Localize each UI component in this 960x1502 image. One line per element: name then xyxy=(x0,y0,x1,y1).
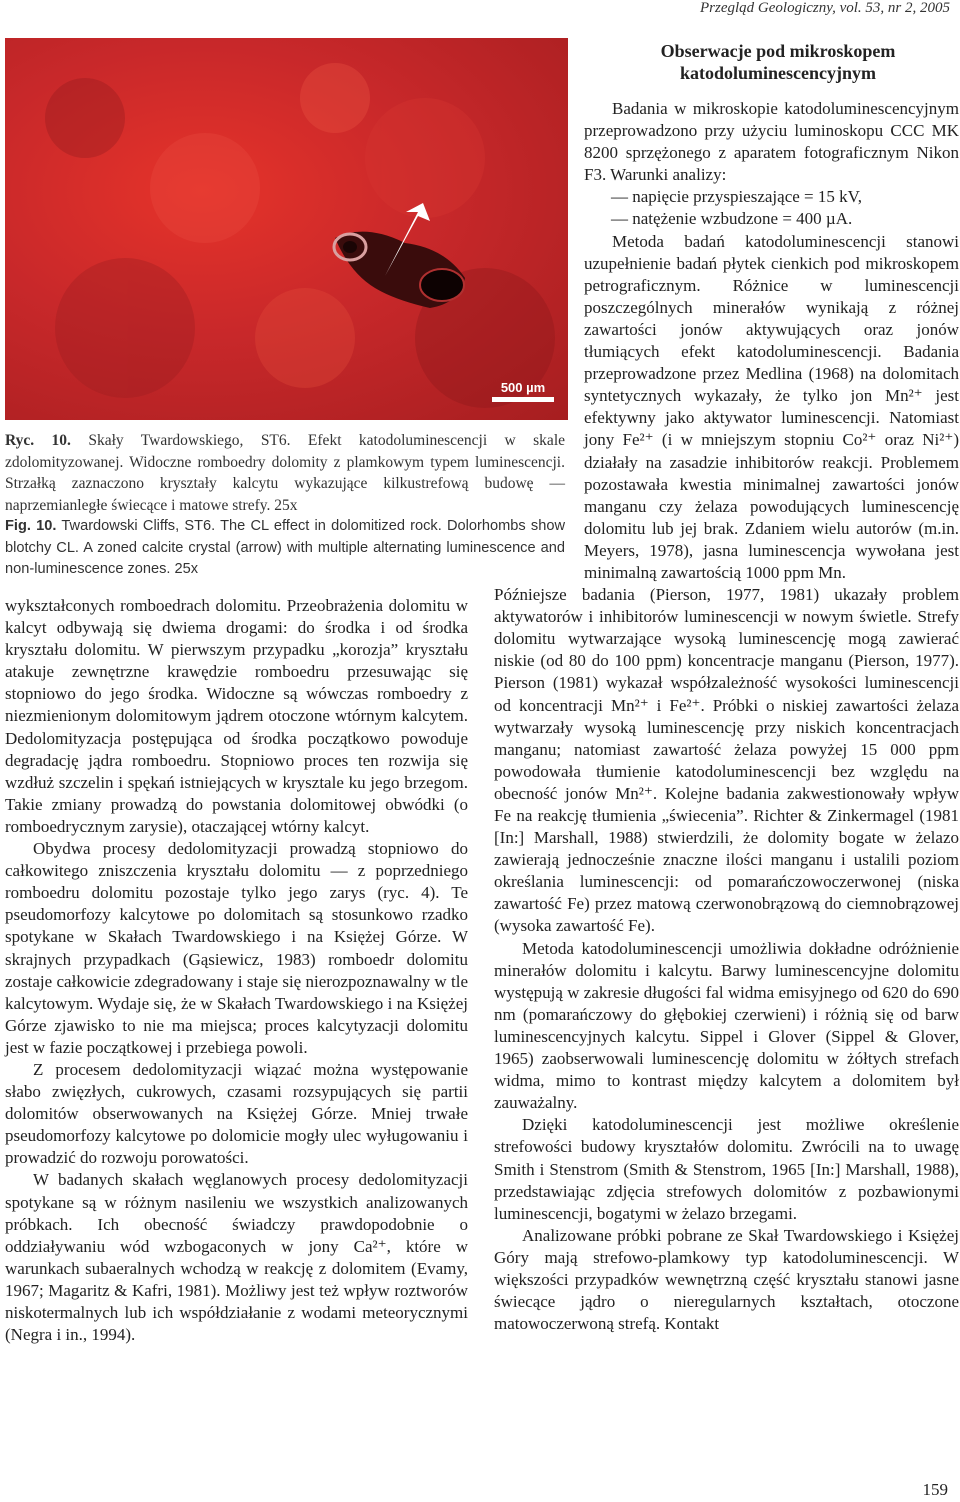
left-paragraph: Z procesem dedolomityzacji wiązać można występowanie słabo zwięzłych, cukrowych, czasami rozsypujących się partii dolomitów obserwowanych na Księżej Górze. Mniej trwałe pseudomorfozy kalcytowe po dolomicie mogły ulec wyługowaniu i prowadzić do rozwoju porowatości. xyxy=(5,1059,468,1168)
left-paragraph: wykształconych romboedrach dolomitu. Przeobrażenia dolomitu w kalcyt odbywają się dwiema drogami: do środka i od środka kryształu dolomitu. W pierwszym przypadku „korozja” kryształu atakuje zewnętrzne krawędzie romboedru przesuwając się stopniowo do jego środka. Widoczne są wówczas romboedry z niezmienionym dolomitowym jądrem otoczone wtórnym kalcytem. Dedolomityzacja postępująca od środka początkowo powoduje degradację jądra romboedru. Stopniowo proces ten rozwija się wzdłuż szczelin i spękań istniejących w krysztale ku jego brzegom. Takie zmiany prowadzą do powstania dolomitowej obwódki (o romboedrycznym zarysie), otaczającej wtórny kalcyt. xyxy=(5,596,468,836)
right-paragraph: Metoda katodoluminescencji umożliwia dokładne odróżnienie minerałów dolomitu i kalcytu. Barwy luminescencyjne dolomitu występują w zakresie długości fal widma emisyjnego od 620 do 690 nm (pomarańczowy do głębokiej czerwieni) i różnią się od barw luminescencyjnych kalcytu. Sippel i Glover (Sippel & Glover, 1965) zaobserwowali luminescencję dolomitu w żółtych strefach widma, mimo to kontrast między kalcytem a dolomitem był zauważalny. xyxy=(494,938,959,1113)
left-paragraph: W badanych skałach węglanowych procesy dedolomityzacji spotykane są w różnym nasileniu we wszystkich analizowanych próbkach. Ich obecność świadczy prawdopodobnie o oddziaływaniu wód wzbogaconych w jony Ca²⁺, które w warunkach subaeralnych wchodzą w reakcję z dolomitem (Evamy, 1967; Magaritz & Kafri, 1981). Możliwy jest też wpływ roztworów niskotermalnych lub ich współdziałanie z wodami meteorycznymi (Negra i in., 1994). xyxy=(5,1170,468,1345)
cl-micrograph xyxy=(5,38,568,420)
left-column xyxy=(5,595,468,1346)
scale-label: 500 µm xyxy=(500,380,546,395)
condition-line: — napięcie przyspieszające = 15 kV, xyxy=(611,187,862,207)
figure-caption xyxy=(5,430,565,581)
caption-pl-text: Skały Twardowskiego, ST6. Efekt katodoluminescencji w skale zdolomityzowanej. Widoczne romboedry dolomity z plamkowym typem luminescencji. Strzałką zaznaczono kryształy kalcytu wykazujące kilkustrefową budowę — naprzemianległe świecące i matowe strefy. 25x xyxy=(5,432,565,514)
caption-pl xyxy=(5,430,565,516)
micrograph-drawing xyxy=(5,38,568,420)
left-paragraph: Obydwa procesy dedolomityzacji prowadzą stopniowo do całkowitego zniszczenia kryształu dolomitu — z poprzedniego romboedru dolomitu pozostaje tylko jego zarys (ryc. 4). Te pseudomorfozy kalcytowe po dolomitach są stosunkowo rzadko spotykane w Skałach Twardowskiego i na Księżej Górze. W skrajnych przypadkach (Gąsiewicz, 1983) romboedr dolomitu zostaje całkowicie zdegradowany i staje się nierozpoznawalny w tle kalcytowym. Wydaje się, że w Skałach Twardowskiego i na Księżej Górze zjawisko to nie ma miejsca; proces kalcytyzacji dolomitu jest w fazie początkowej i przebiega powoli. xyxy=(5,839,468,1057)
section-heading: Obserwacje pod mikroskopem katodoluminescencyjnym xyxy=(660,41,896,83)
condition-line: — natężenie wzbudzone = 400 µA. xyxy=(611,209,853,229)
caption-en xyxy=(5,516,565,581)
right-paragraph: Analizowane próbki pobrane ze Skał Twardowskiego i Księżej Góry mają strefowo-plamkowy typ katodoluminescencji. W większości przypadków wewnętrzną część kryształu stanowi jasne świecące jądro o nieregularnych kształtach, otoczone matowoczerwoną strefą. Kontakt xyxy=(494,1225,959,1334)
right-paragraph: Późniejsze badania (Pierson, 1977, 1981) ukazały problem aktywatorów i inhibitorów luminescencji w nowym świetle. Strefy dolomitu wytwarzające wysoką luminescencję mogą zawierać niskie (od 80 do 100 ppm) koncentracje manganu (Pierson, 1977). Pierson (1981) wykazał współzależność wysokości luminescencji od koncentracji Mn²⁺ i Fe²⁺. Próbki o niskiej zawartości żelaza wytwarzały wysoką luminescencję przy niskich koncentracjach manganu; natomiast zawartość żelaza powyżej 15 000 ppm powodowała tłumienie katodoluminescencji bez względu na obecność jonów Mn²⁺. Kolejne badania zakwestionowały wpływ Fe na reakcję tłumienia „świecenia”. Richter & Zinkermagel (1981 [In:] Marshall, 1988) stwierdzili, że dolomity bogate w żelazo zawierają jednocześnie znaczne ilości manganu i ustalili poziom określania luminescencji: od pomarańczowoczerwonej (niska zawartość Fe) przez matową czerwonobrązową do ciemnobrązowej (wysoka zawartość Fe). xyxy=(494,585,959,936)
journal-header: Przegląd Geologiczny, vol. 53, nr 2, 2005 xyxy=(700,0,950,16)
caption-en-text: Twardowski Cliffs, ST6. The CL effect in dolomitized rock. Dolorhombs show blotchy CL. A zoned calcite crystal (arrow) with multiple alternating luminescence and non-luminescence zones. 25x xyxy=(5,518,565,577)
right-paragraph: Dzięki katodoluminescencji jest możliwe określenie strefowości budowy kryształów dolomitu. Zwrócili na to uwagę Smith i Stenstrom (Smith & Stenstrom, 1965 [In:] Marshall, 1988), przedstawiając zdjęcia strefowych dolomitów z pozbawionymi luminescencji, bogatymi w żelazo brzegami. xyxy=(494,1115,959,1223)
caption-en-label: Fig. 10. xyxy=(5,518,57,534)
page-number: 159 xyxy=(922,1480,948,1499)
caption-pl-label: Ryc. 10. xyxy=(5,432,71,449)
right-paragraph: Metoda badań katodoluminescencji stanowi uzupełnienie badań płytek cienkich pod mikroskopem petrograficznym. Różnice w luminescencji poszczególnych minerałów wynikają z różnej zawartości jonów aktywujących oraz jonów tłumiących efekt katodoluminescencji. Badania przeprowadzone przez Medlina (1968) na dolomitach syntetycznych wykazały, że tylko jon Mn²⁺ jest efektywny jako aktywator luminescencji. Natomiast jony Fe²⁺ (i w mniejszym stopniu Co²⁺ oraz Ni²⁺) działały na zasadzie inhibitorów reakcji. Problemem pozostawała kwestia minimalnej zawartości jonów manganu czy żelaza powodujących luminescencję dolomitu lub jej brak. Zdaniem wielu autorów (m.in. Meyers, 1978), jasna luminescencja wywołana jest minimalną zawartością 1000 ppm Mn. xyxy=(584,231,959,582)
right-column xyxy=(494,40,959,1335)
right-paragraph: Badania w mikroskopie katodoluminescencyjnym przeprowadzono przy użyciu luminoskopu CCC MK 8200 sprzężonego z aparatem fotograficznym Nikon F3. Warunki analizy: xyxy=(584,99,959,185)
